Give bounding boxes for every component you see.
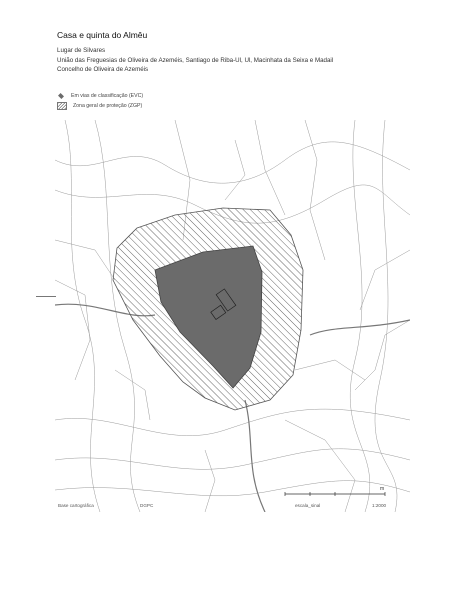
footer-left-credit: Base cartográfica <box>58 503 94 508</box>
legend-label-zgp: Zona geral de proteção (ZGP) <box>73 103 143 109</box>
map-header <box>57 30 449 75</box>
legend-item-zgp <box>57 101 143 111</box>
map-title: Casa e quinta do Almêu <box>57 30 148 40</box>
footer-mid-credit: DGPC <box>140 503 154 508</box>
map-legend <box>57 91 143 111</box>
place-name: Lugar de Silvares <box>57 47 106 54</box>
parish-name: União das Freguesias de Oliveira de Azeméis, Santiago de Riba-Ul, Ul, Macinhata da Seixa e Madail <box>57 56 334 64</box>
legend-item-evc <box>57 91 143 101</box>
map-canvas <box>55 120 410 512</box>
edge-tick-mark <box>36 296 56 297</box>
hatch-swatch-icon <box>57 102 67 110</box>
footer-right-credit: escala_sinal <box>295 503 321 508</box>
dark-fill-swatch-icon <box>58 93 64 99</box>
scale-bar <box>285 492 385 496</box>
legend-label-evc: Em vias de classificação (EVC) <box>71 93 144 99</box>
scale-bar-unit-label: m <box>380 486 385 492</box>
municipality-name: Concelho de Oliveira de Azeméis <box>57 66 149 73</box>
map-scale-label: 1:2000 <box>372 503 387 508</box>
